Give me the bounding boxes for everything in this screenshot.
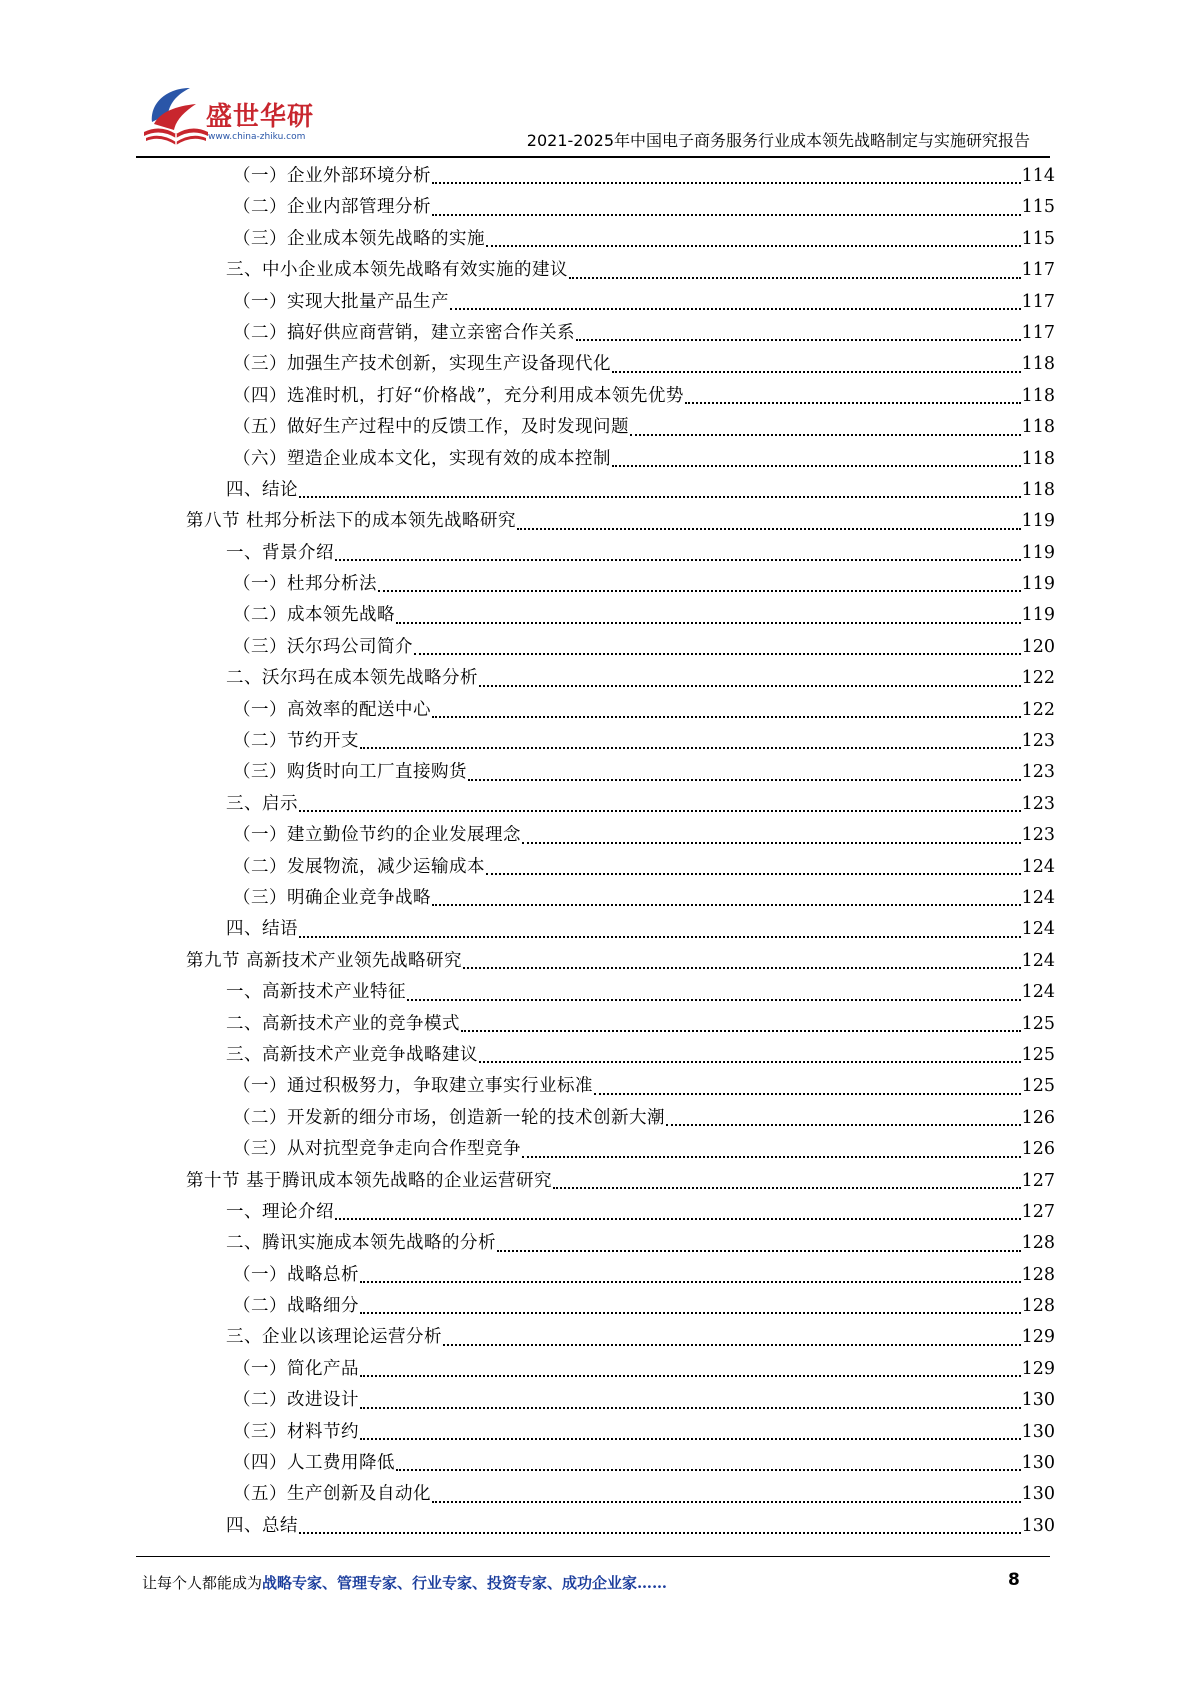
toc-dot-leader (576, 318, 1021, 349)
toc-dot-leader (414, 632, 1021, 663)
toc-entry-page: 128 (1021, 1296, 1055, 1317)
toc-dot-leader (553, 1166, 1021, 1197)
toc-dot-leader (497, 1228, 1021, 1259)
toc-entry[interactable] (0, 632, 1191, 663)
toc-entry[interactable] (0, 852, 1191, 883)
toc-entry[interactable] (0, 1417, 1191, 1448)
toc-entry-page: 130 (1021, 1421, 1055, 1442)
toc-dot-leader (461, 1009, 1021, 1040)
toc-dot-leader (360, 1417, 1021, 1448)
page-number: 8 (1008, 1570, 1020, 1590)
toc-entry-title: （二）成本领先战略 (233, 605, 395, 626)
toc-entry-page: 120 (1021, 636, 1055, 657)
toc-entry[interactable] (0, 1040, 1191, 1071)
toc-entry-page: 127 (1021, 1170, 1055, 1191)
toc-dot-leader (468, 757, 1021, 788)
report-title: 2021-2025年中国电子商务服务行业成本领先战略制定与实施研究报告 (526, 131, 1030, 150)
footer-slogan-highlight: 战略专家、管理专家、行业专家、投资专家、成功企业家…… (262, 1574, 668, 1592)
toc-entry-page: 124 (1021, 982, 1055, 1003)
toc-entry-title: （二）企业内部管理分析 (233, 197, 431, 218)
toc-dot-leader (594, 1071, 1021, 1102)
toc-entry-title: （一）通过积极努力，争取建立事实行业标准 (233, 1076, 593, 1097)
toc-entry-page: 130 (1021, 1390, 1055, 1411)
toc-entry-page: 118 (1021, 448, 1055, 469)
logo-book-icon (140, 82, 212, 150)
toc-entry-page: 123 (1021, 762, 1055, 783)
toc-dot-leader (432, 192, 1021, 223)
toc-entry-page: 129 (1021, 1327, 1055, 1348)
toc-entry[interactable] (0, 224, 1191, 255)
footer-slogan-prefix: 让每个人都能成为 (142, 1574, 263, 1592)
toc-entry[interactable] (0, 663, 1191, 694)
toc-entry-title: （三）购货时向工厂直接购货 (233, 762, 467, 783)
toc-entry[interactable] (0, 1354, 1191, 1385)
toc-entry-title: 一、高新技术产业特征 (226, 982, 406, 1003)
toc-entry-page: 119 (1021, 542, 1055, 563)
toc-entry-title: 四、总结 (226, 1515, 298, 1536)
toc-entry[interactable] (0, 1291, 1191, 1322)
toc-entry[interactable] (0, 1511, 1191, 1542)
toc-entry[interactable] (0, 757, 1191, 788)
toc-entry-page: 118 (1021, 354, 1055, 375)
toc-dot-leader (299, 1511, 1021, 1542)
toc-entry[interactable] (0, 444, 1191, 475)
toc-entry-title: （四）选准时机，打好“价格战”，充分利用成本领先优势 (233, 385, 684, 406)
toc-entry-title: （二）战略细分 (233, 1296, 359, 1317)
toc-entry[interactable] (0, 1322, 1191, 1353)
toc-entry[interactable] (0, 1103, 1191, 1134)
toc-dot-leader (299, 475, 1021, 506)
toc-entry-page: 126 (1021, 1139, 1055, 1160)
toc-dot-leader (666, 1103, 1021, 1134)
toc-entry[interactable] (0, 1134, 1191, 1165)
toc-entry-title: （三）材料节约 (233, 1421, 359, 1442)
toc-entry-title: （五）生产创新及自动化 (233, 1484, 431, 1505)
page-header (0, 0, 1191, 160)
toc-entry-page: 124 (1021, 887, 1055, 908)
toc-entry[interactable] (0, 569, 1191, 600)
toc-entry-title: （二）开发新的细分市场，创造新一轮的技术创新大潮 (233, 1107, 665, 1128)
toc-entry[interactable] (0, 883, 1191, 914)
toc-entry[interactable] (0, 475, 1191, 506)
toc-entry-title: （一）简化产品 (233, 1358, 359, 1379)
toc-entry[interactable] (0, 977, 1191, 1008)
toc-entry-title: 二、沃尔玛在成本领先战略分析 (226, 668, 478, 689)
toc-entry-title: （三）从对抗型竞争走向合作型竞争 (233, 1139, 521, 1160)
toc-entry[interactable] (0, 726, 1191, 757)
toc-entry-title: 三、企业以该理论运营分析 (226, 1327, 442, 1348)
footer-divider (136, 1556, 1050, 1557)
toc-entry-title: （三）沃尔玛公司简介 (233, 636, 413, 657)
toc-entry[interactable] (0, 820, 1191, 851)
toc-dot-leader (360, 1260, 1021, 1291)
toc-entry[interactable] (0, 349, 1191, 380)
toc-dot-leader (432, 161, 1021, 192)
toc-dot-leader (360, 726, 1021, 757)
toc-entry[interactable] (0, 412, 1191, 443)
toc-entry-page: 119 (1021, 511, 1055, 532)
brand-name: 盛世华研 (206, 102, 315, 132)
toc-entry-title: （一）建立勤俭节约的企业发展理念 (233, 825, 521, 846)
toc-entry-title: 第十节 基于腾讯成本领先战略的企业运营研究 (186, 1170, 553, 1191)
toc-entry-title: （一）战略总析 (233, 1264, 359, 1285)
toc-entry-page: 125 (1021, 1013, 1055, 1034)
toc-entry-page: 128 (1021, 1233, 1055, 1254)
toc-entry-title: 第九节 高新技术产业领先战略研究 (186, 950, 463, 971)
toc-entry-title: （二）改进设计 (233, 1390, 359, 1411)
toc-entry[interactable] (0, 318, 1191, 349)
toc-entry-page: 117 (1021, 260, 1055, 281)
table-of-contents (0, 161, 1191, 1542)
toc-entry-title: 三、启示 (226, 793, 298, 814)
toc-dot-leader (450, 287, 1021, 318)
toc-dot-leader (396, 600, 1021, 631)
toc-entry[interactable] (0, 789, 1191, 820)
toc-entry-title: 四、结语 (226, 919, 298, 940)
toc-entry[interactable] (0, 914, 1191, 945)
toc-entry-page: 117 (1021, 291, 1055, 312)
toc-entry-page: 130 (1021, 1515, 1055, 1536)
toc-entry[interactable] (0, 381, 1191, 412)
toc-entry-page: 117 (1021, 322, 1055, 343)
toc-dot-leader (522, 820, 1021, 851)
toc-entry-title: 一、背景介绍 (226, 542, 334, 563)
toc-entry[interactable] (0, 1071, 1191, 1102)
toc-dot-leader (360, 1291, 1021, 1322)
toc-dot-leader (522, 1134, 1021, 1165)
toc-entry-page: 123 (1021, 731, 1055, 752)
toc-entry-title: 二、高新技术产业的竞争模式 (226, 1013, 460, 1034)
toc-entry-page: 125 (1021, 1044, 1055, 1065)
toc-entry-title: 二、腾讯实施成本领先战略的分析 (226, 1233, 496, 1254)
toc-entry-page: 122 (1021, 668, 1055, 689)
brand-url: www.china-zhiku.com (208, 132, 306, 142)
toc-entry-title: 一、理论介绍 (226, 1201, 334, 1222)
toc-entry[interactable] (0, 1228, 1191, 1259)
toc-entry[interactable] (0, 600, 1191, 631)
toc-entry[interactable] (0, 695, 1191, 726)
toc-entry-title: （一）高效率的配送中心 (233, 699, 431, 720)
toc-entry[interactable] (0, 287, 1191, 318)
toc-entry-title: 三、高新技术产业竞争战略建议 (226, 1044, 478, 1065)
toc-dot-leader (685, 381, 1021, 412)
toc-entry-page: 115 (1021, 197, 1055, 218)
toc-entry-title: （五）做好生产过程中的反馈工作，及时发现问题 (233, 417, 629, 438)
toc-dot-leader (335, 538, 1021, 569)
toc-entry[interactable] (0, 1479, 1191, 1510)
brand-logo (140, 82, 370, 152)
toc-dot-leader (432, 695, 1021, 726)
toc-dot-leader (463, 946, 1021, 977)
toc-entry-page: 118 (1021, 479, 1055, 500)
toc-dot-leader (407, 977, 1021, 1008)
toc-entry-page: 124 (1021, 856, 1055, 877)
footer-slogan (142, 1572, 667, 1593)
toc-dot-leader (569, 255, 1021, 286)
toc-dot-leader (360, 1354, 1021, 1385)
toc-dot-leader (630, 412, 1021, 443)
toc-entry-page: 122 (1021, 699, 1055, 720)
toc-entry-page: 118 (1021, 385, 1055, 406)
toc-dot-leader (479, 1040, 1021, 1071)
toc-entry-title: （一）企业外部环境分析 (233, 166, 431, 186)
toc-dot-leader (486, 852, 1021, 883)
toc-entry-title: 四、结论 (226, 479, 298, 500)
header-divider (136, 156, 1050, 158)
toc-entry[interactable] (0, 538, 1191, 569)
toc-entry-page: 118 (1021, 417, 1055, 438)
toc-entry-title: （一）杜邦分析法 (233, 574, 377, 595)
toc-entry[interactable] (0, 1448, 1191, 1479)
toc-dot-leader (299, 789, 1021, 820)
toc-dot-leader (378, 569, 1021, 600)
toc-entry-page: 129 (1021, 1358, 1055, 1379)
toc-dot-leader (612, 444, 1021, 475)
toc-entry-title: （三）企业成本领先战略的实施 (233, 228, 485, 249)
toc-entry-page: 128 (1021, 1264, 1055, 1285)
toc-entry-page: 126 (1021, 1107, 1055, 1128)
toc-dot-leader (612, 349, 1021, 380)
toc-entry-page: 123 (1021, 825, 1055, 846)
toc-entry-page: 125 (1021, 1076, 1055, 1097)
toc-dot-leader (479, 663, 1021, 694)
toc-entry-page: 124 (1021, 919, 1055, 940)
toc-entry[interactable] (0, 192, 1191, 223)
toc-entry-title: （二）节约开支 (233, 731, 359, 752)
toc-dot-leader (432, 883, 1021, 914)
toc-entry-page: 127 (1021, 1201, 1055, 1222)
toc-entry-title: （一）实现大批量产品生产 (233, 291, 449, 312)
toc-dot-leader (486, 224, 1021, 255)
toc-entry[interactable] (0, 1260, 1191, 1291)
toc-dot-leader (396, 1448, 1021, 1479)
toc-entry[interactable] (0, 255, 1191, 286)
toc-entry-page: 130 (1021, 1484, 1055, 1505)
toc-entry-page: 123 (1021, 793, 1055, 814)
toc-entry[interactable] (0, 506, 1191, 537)
toc-dot-leader (432, 1479, 1021, 1510)
toc-entry[interactable] (0, 161, 1191, 192)
toc-entry-title: （三）加强生产技术创新，实现生产设备现代化 (233, 354, 611, 375)
toc-dot-leader (299, 914, 1021, 945)
toc-entry[interactable] (0, 1009, 1191, 1040)
toc-entry-page: 119 (1021, 574, 1055, 595)
toc-entry[interactable] (0, 1385, 1191, 1416)
toc-entry-page: 130 (1021, 1453, 1055, 1474)
toc-entry-page: 124 (1021, 950, 1055, 971)
toc-entry-title: （四）人工费用降低 (233, 1453, 395, 1474)
toc-entry-title: （三）明确企业竞争战略 (233, 887, 431, 908)
toc-entry-title: （六）塑造企业成本文化，实现有效的成本控制 (233, 448, 611, 469)
toc-entry[interactable] (0, 1166, 1191, 1197)
toc-dot-leader (335, 1197, 1021, 1228)
toc-entry-title: （二）发展物流，减少运输成本 (233, 856, 485, 877)
toc-entry[interactable] (0, 1197, 1191, 1228)
toc-dot-leader (360, 1385, 1021, 1416)
toc-entry-page: 119 (1021, 605, 1055, 626)
toc-entry-title: （二）搞好供应商营销，建立亲密合作关系 (233, 322, 575, 343)
toc-dot-leader (517, 506, 1021, 537)
toc-entry-title: 第八节 杜邦分析法下的成本领先战略研究 (186, 511, 517, 532)
toc-entry-page: 115 (1021, 228, 1055, 249)
toc-dot-leader (443, 1322, 1021, 1353)
toc-entry-title: 三、中小企业成本领先战略有效实施的建议 (226, 260, 568, 281)
toc-entry[interactable] (0, 946, 1191, 977)
toc-entry-page: 114 (1021, 166, 1055, 186)
